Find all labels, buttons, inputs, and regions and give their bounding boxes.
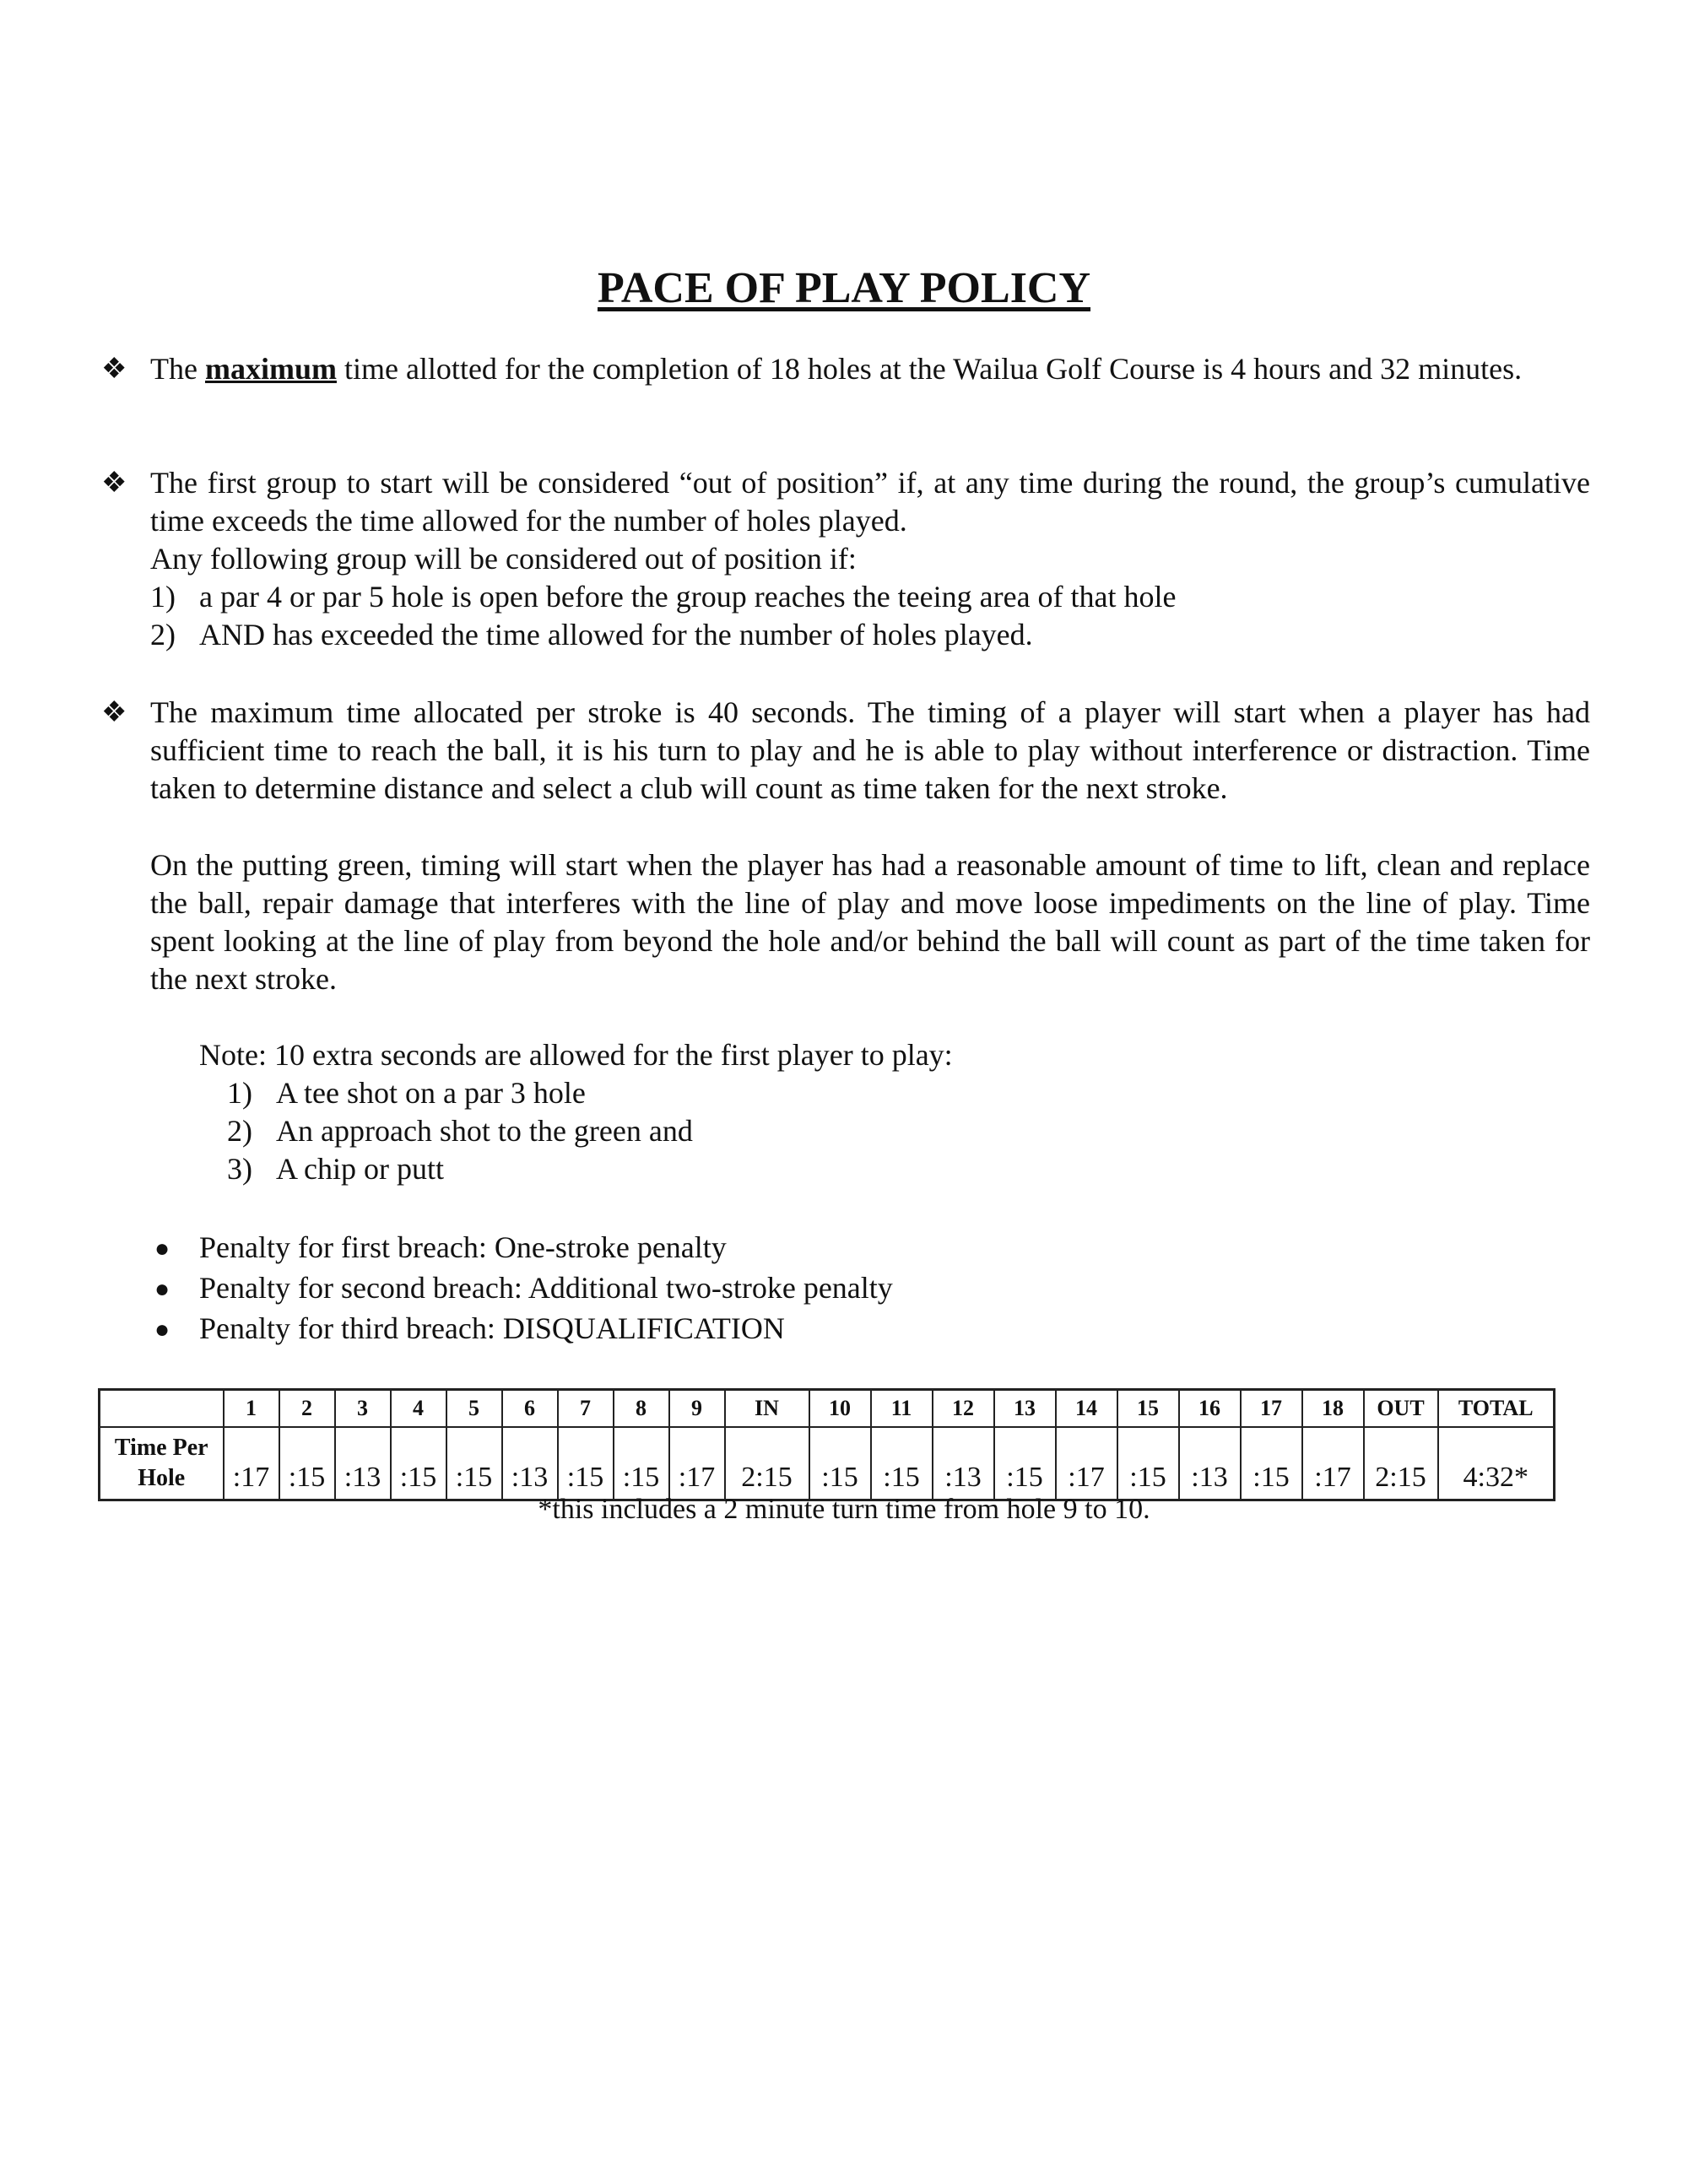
column-header: 10 — [809, 1390, 871, 1428]
time-cell: :13 — [933, 1427, 994, 1500]
bullet-icon: ● — [154, 1316, 170, 1343]
row-label: Time Per Hole — [100, 1427, 224, 1500]
column-header: 1 — [224, 1390, 279, 1428]
time-cell: :15 — [871, 1427, 933, 1500]
time-cell: :15 — [279, 1427, 335, 1500]
column-header: 15 — [1117, 1390, 1179, 1428]
time-per-hole-table — [98, 1388, 1555, 1501]
diamond-bullet-icon: ❖ — [101, 354, 127, 385]
list-item: 2) An approach shot to the green and — [227, 1114, 693, 1148]
column-header: 4 — [391, 1390, 446, 1428]
time-cell: :15 — [558, 1427, 614, 1500]
diamond-bullet-icon: ❖ — [101, 468, 127, 499]
column-header: IN — [725, 1390, 809, 1428]
footnote: *this includes a 2 minute turn time from hole 9 to 10. — [538, 1494, 1150, 1525]
penalty-item: Penalty for second breach: Additional two-stroke penalty — [199, 1271, 893, 1305]
column-header: 18 — [1302, 1390, 1364, 1428]
column-header: OUT — [1364, 1390, 1438, 1428]
note-block: Note: 10 extra seconds are allowed for the first player to play: 1) A tee shot on a par 3 hole 2) An approach shot to the green and 3) A chip or putt — [199, 1036, 1550, 1188]
diamond-bullet-icon: ❖ — [101, 697, 127, 728]
column-header: 2 — [279, 1390, 335, 1428]
time-cell: 2:15 — [1364, 1427, 1438, 1500]
bullet-icon: ● — [154, 1275, 170, 1303]
penalty-item: Penalty for first breach: One-stroke penalty — [199, 1230, 727, 1264]
time-cell: :13 — [502, 1427, 558, 1500]
column-header: 7 — [558, 1390, 614, 1428]
time-cell: :13 — [335, 1427, 391, 1500]
time-cell: :15 — [446, 1427, 502, 1500]
column-header: 12 — [933, 1390, 994, 1428]
time-cell: :15 — [1117, 1427, 1179, 1500]
time-cell: :17 — [224, 1427, 279, 1500]
bullet-icon: ● — [154, 1235, 170, 1262]
time-cell: :17 — [1302, 1427, 1364, 1500]
green-paragraph: On the putting green, timing will start when the player has had a reasonable amount of time to lift, clean and replace the ball, repair damage that interferes with the line of play and move loose impediments on the line of play. Time spent looking at the line of play from beyond the hole and/or behind the ball will count as part of the time taken for the next stroke. — [150, 848, 1590, 996]
column-header: 16 — [1179, 1390, 1241, 1428]
column-header: 11 — [871, 1390, 933, 1428]
emphasis-maximum: maximum — [204, 352, 337, 386]
list-item: 2) AND has exceeded the time allowed for the number of holes played. — [150, 618, 1033, 651]
table-row — [100, 1427, 1555, 1500]
time-cell: :13 — [1179, 1427, 1241, 1500]
time-cell: :15 — [391, 1427, 446, 1500]
column-header: 9 — [669, 1390, 725, 1428]
max-time-paragraph: The maximum time allotted for the completion of 18 holes at the Wailua Golf Course is 4 hours and 32 minutes. — [150, 352, 1523, 386]
time-cell: :15 — [994, 1427, 1056, 1500]
time-cell: :15 — [809, 1427, 871, 1500]
column-header: TOTAL — [1438, 1390, 1555, 1428]
list-item: 1) a par 4 or par 5 hole is open before the group reaches the teeing area of that hole — [150, 580, 1177, 614]
time-cell: 2:15 — [725, 1427, 809, 1500]
column-header: 8 — [614, 1390, 669, 1428]
time-cell: :17 — [669, 1427, 725, 1500]
stroke-paragraph: The maximum time allocated per stroke is 40 seconds. The timing of a player will start when a player has had sufficient time to reach the ball, it is his turn to play and he is able to play without interference or distraction. Time taken to determine distance and select a club will count as time taken for the next stroke. — [150, 695, 1590, 805]
page-title: PACE OF PLAY POLICY — [597, 264, 1091, 312]
column-header: 17 — [1241, 1390, 1302, 1428]
position-paragraph: The first group to start will be considered “out of position” if, at any time during the round, the group’s cumulative time exceeds the time allowed for the number of holes played. Any following group will be considered out of position if: 1) a par 4 or par 5 hole is open before the group reaches the teeing area of that hole 2) AND has exceeded the time allowed for the number of holes played. — [150, 464, 1590, 654]
column-header: 13 — [994, 1390, 1056, 1428]
column-header: 3 — [335, 1390, 391, 1428]
penalty-item: Penalty for third breach: DISQUALIFICATION — [199, 1311, 785, 1345]
time-cell: :15 — [1241, 1427, 1302, 1500]
column-header: 5 — [446, 1390, 502, 1428]
header-blank — [100, 1390, 224, 1428]
list-item: 3) A chip or putt — [227, 1152, 444, 1186]
column-header: 14 — [1056, 1390, 1117, 1428]
table-header-row — [100, 1390, 1555, 1428]
time-cell: :17 — [1056, 1427, 1117, 1500]
time-cell: :15 — [614, 1427, 669, 1500]
list-item: 1) A tee shot on a par 3 hole — [227, 1076, 586, 1110]
time-cell: 4:32* — [1438, 1427, 1555, 1500]
column-header: 6 — [502, 1390, 558, 1428]
